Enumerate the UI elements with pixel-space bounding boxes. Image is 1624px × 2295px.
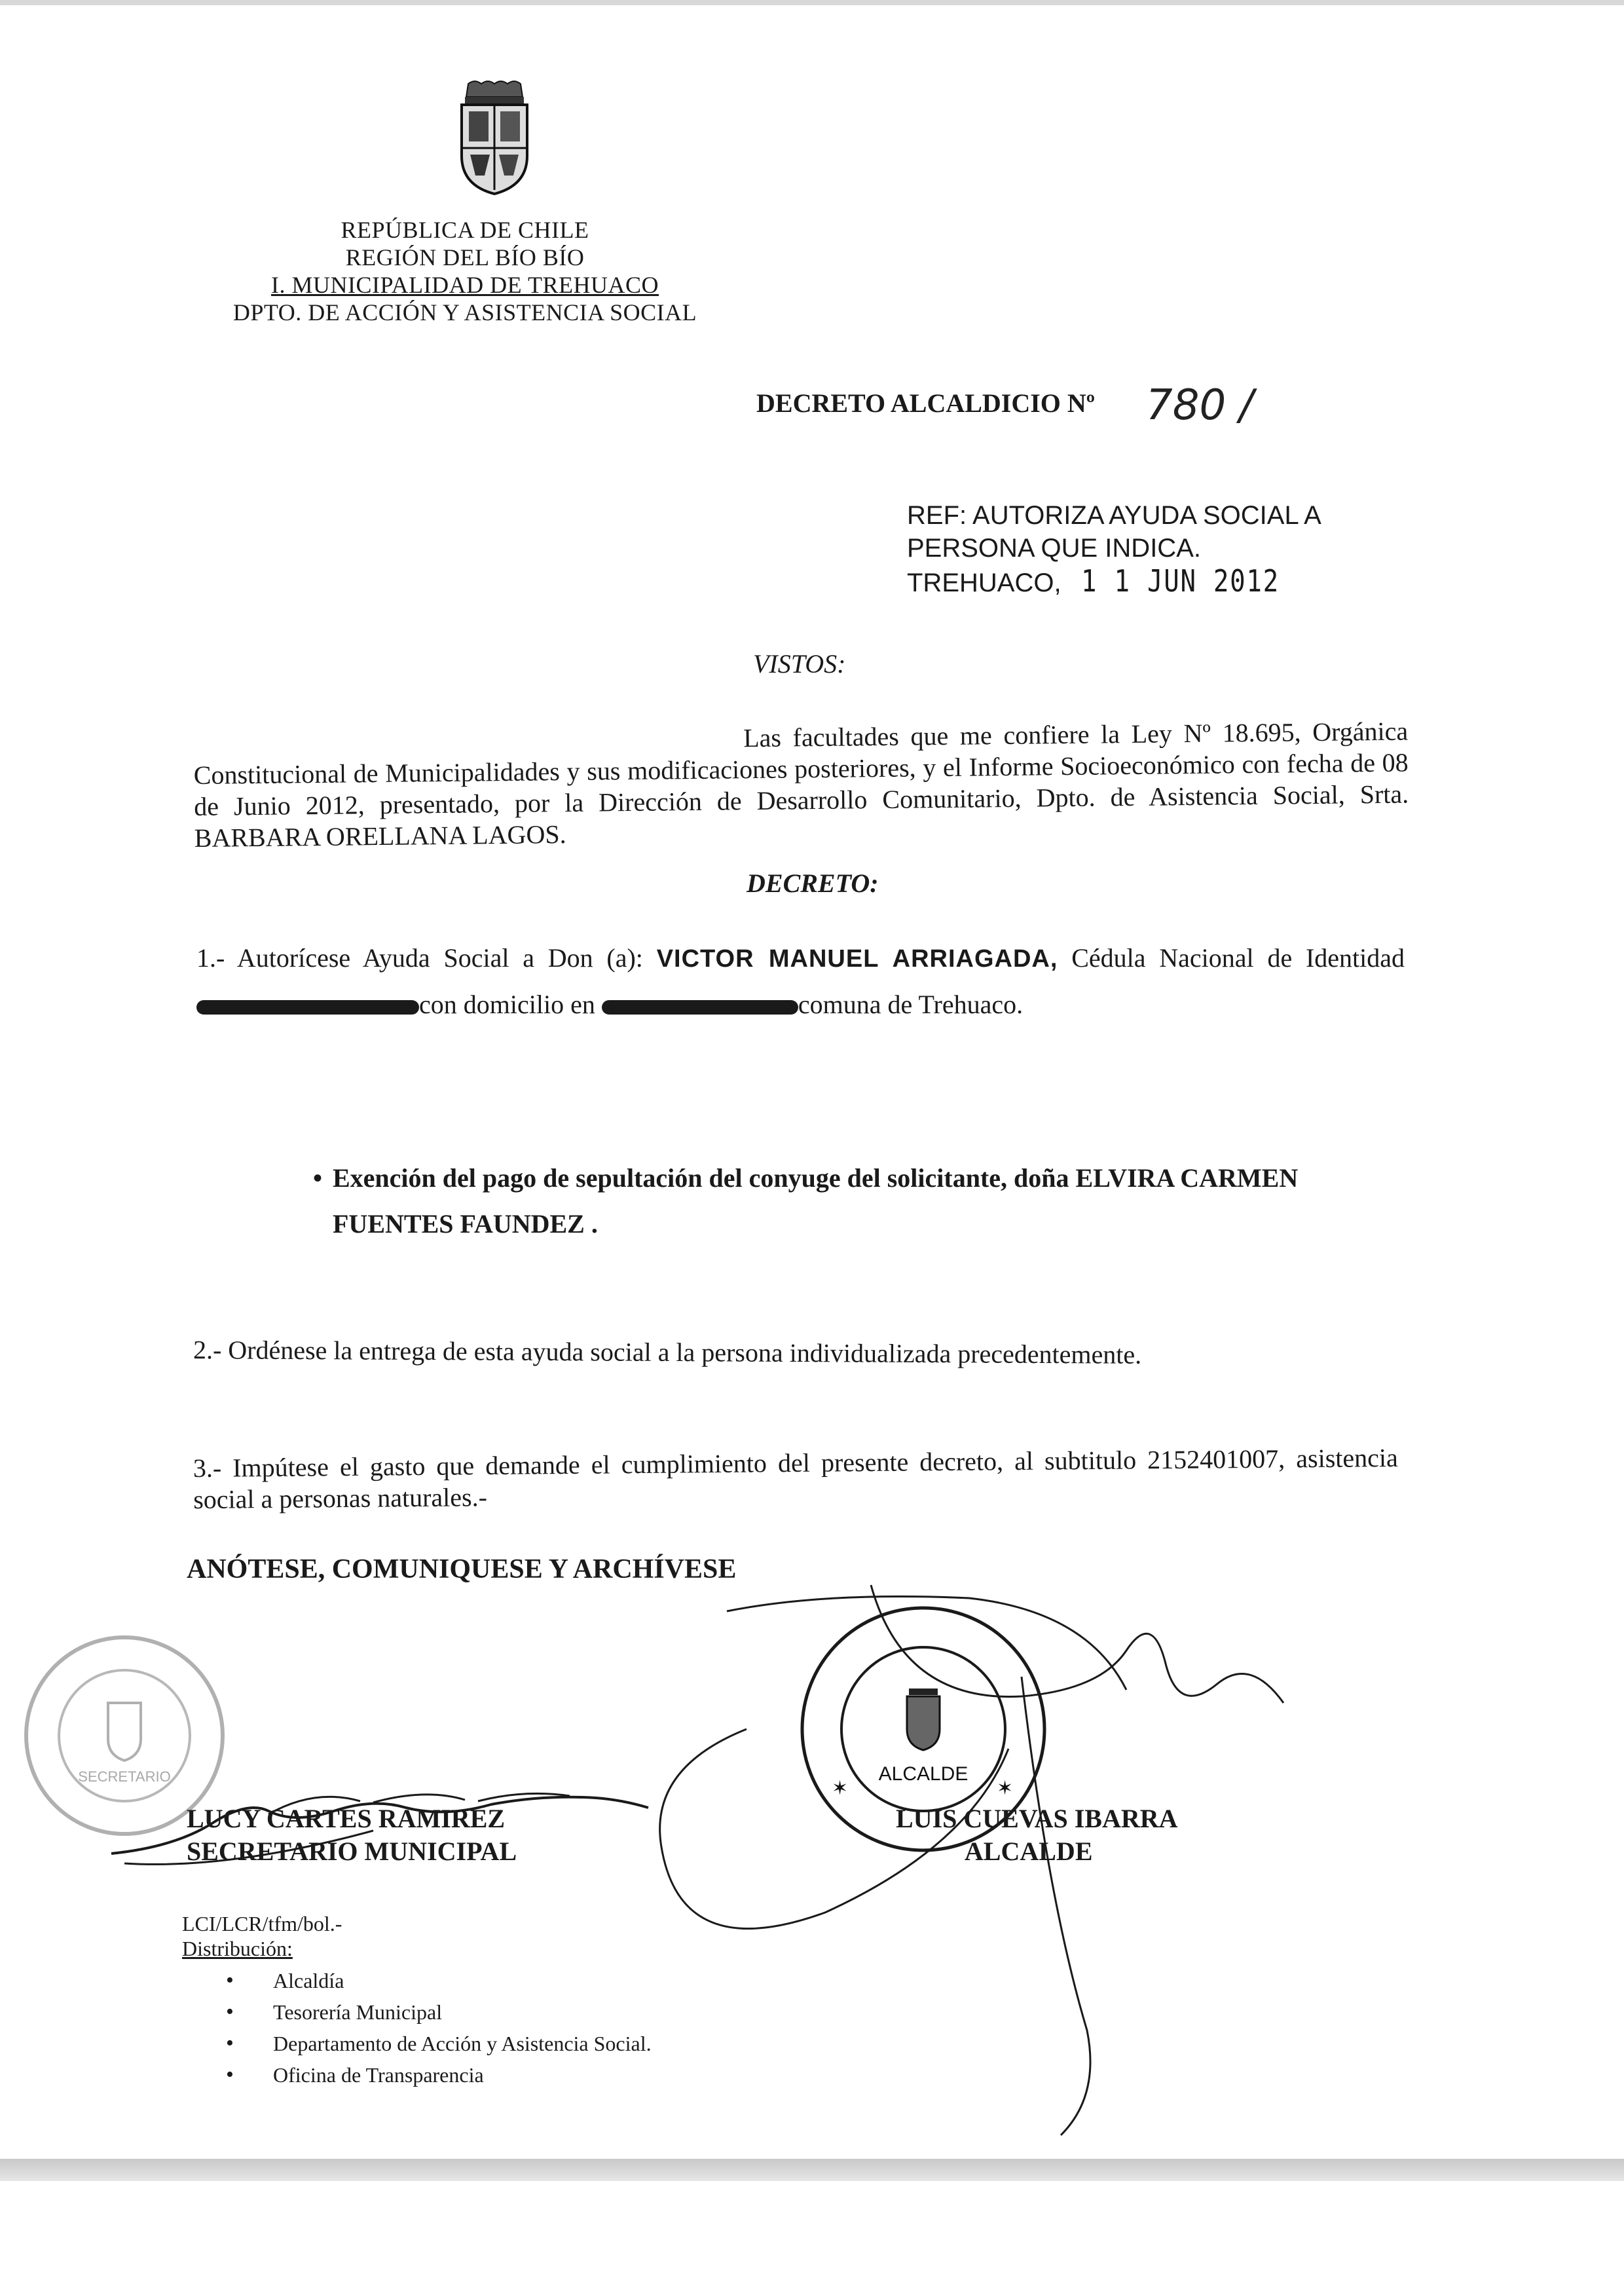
header-region: REGIÓN DEL BÍO BÍO: [345, 244, 585, 271]
header-country: REPÚBLICA DE CHILE: [341, 217, 589, 243]
vistos-paragraph: [193, 716, 1409, 854]
reference-block: [907, 499, 1321, 599]
distribution-list: [226, 1965, 652, 2091]
decree-item-2: 2.- Ordénese la entrega de esta ayuda social a la persona individualizada precedentemente.: [193, 1335, 1142, 1370]
svg-text:✶: ✶: [997, 1778, 1014, 1799]
closing-formula: ANÓTESE, COMUNIQUESE Y ARCHÍVESE: [187, 1554, 737, 1584]
footer-initials-block: [182, 1911, 342, 1961]
institution-header: [170, 216, 760, 326]
secretary-signature-block: [187, 1802, 517, 1868]
mayor-name: LUIS CUEVAS IBARRA: [896, 1804, 1178, 1833]
ref-place: TREHUACO,: [907, 569, 1061, 597]
bullet-icon: •: [313, 1163, 323, 1193]
item1-id-label: Cédula Nacional de Identidad: [1071, 943, 1405, 973]
ref-line-2: PERSONA QUE INDICA.: [907, 534, 1201, 563]
ref-line-1: REF: AUTORIZA AYUDA SOCIAL A: [907, 501, 1321, 530]
svg-text:ALCALDE: ALCALDE: [878, 1763, 969, 1785]
beneficiary-name: VICTOR MANUEL ARRIAGADA,: [656, 945, 1058, 973]
decree-title: DECRETO ALCALDICIO Nº: [756, 388, 1096, 418]
decree-number-handwritten: 780 /: [1146, 381, 1254, 430]
decreto-label: DECRETO:: [747, 868, 879, 898]
date-stamp: 1 1 JUN 2012: [1080, 563, 1280, 599]
scan-top-edge: [0, 0, 1624, 5]
redacted-id: [196, 1000, 419, 1015]
vistos-label: VISTOS:: [753, 649, 846, 679]
coat-of-arms-icon: [452, 77, 537, 195]
header-department: DPTO. DE ACCIÓN Y ASISTENCIA SOCIAL: [232, 299, 697, 326]
mayor-signature-block: [896, 1802, 1178, 1868]
ref-place-date: [907, 565, 1321, 599]
svg-text:✶: ✶: [832, 1778, 849, 1799]
header-municipality: I. MUNICIPALIDAD DE TREHUACO: [270, 272, 659, 298]
initials: LCI/LCR/tfm/bol.-: [182, 1912, 342, 1935]
distribution-title: Distribución:: [182, 1937, 293, 1960]
exemption-text: Exención del pago de sepultación del conyuge del solicitante, doña ELVIRA CARMEN FUENTES FAUNDEZ .: [333, 1163, 1299, 1239]
secretary-title: SECRETARIO MUNICIPAL: [187, 1837, 517, 1866]
item1-prefix: 1.- Autorícese Ayuda Social a Don (a):: [196, 943, 643, 973]
decree-item-1: [196, 935, 1405, 1028]
list-item: • Alcaldía: [226, 1965, 652, 1996]
vistos-text: Las facultades que me confiere la Ley Nº 18.695, Orgánica Constitucional de Municipalidades y sus modificaciones posteriores, y el Informe Socioeconómico con fecha de 08 de Junio 2012, presentado, por la Dirección de Desarrollo Comunitario, Dpto. de Asistencia Social, Srta. BARBARA ORELLANA LAGOS.: [193, 716, 1409, 853]
list-item: • Oficina de Transparencia: [226, 2059, 652, 2091]
decree-item-3: 3.- Impútese el gasto que demande el cumplimiento del presente decreto, al subtitulo 2152401007, asistencia social a personas naturales.-: [193, 1442, 1398, 1515]
exemption-bullet: [313, 1155, 1407, 1247]
item1-suffix: comuna de Trehuaco.: [798, 990, 1024, 1019]
redacted-address: [602, 1000, 798, 1015]
list-item: • Departamento de Acción y Asistencia Social.: [226, 2028, 652, 2059]
svg-text:SECRETARIO: SECRETARIO: [78, 1768, 171, 1785]
list-item: • Tesorería Municipal: [226, 1996, 652, 2028]
item1-address-label: con domicilio en: [419, 990, 595, 1019]
scan-bottom-edge: [0, 2159, 1624, 2181]
mayor-title: ALCALDE: [964, 1837, 1093, 1866]
secretary-name: LUCY CARTES RAMIREZ: [187, 1804, 506, 1833]
